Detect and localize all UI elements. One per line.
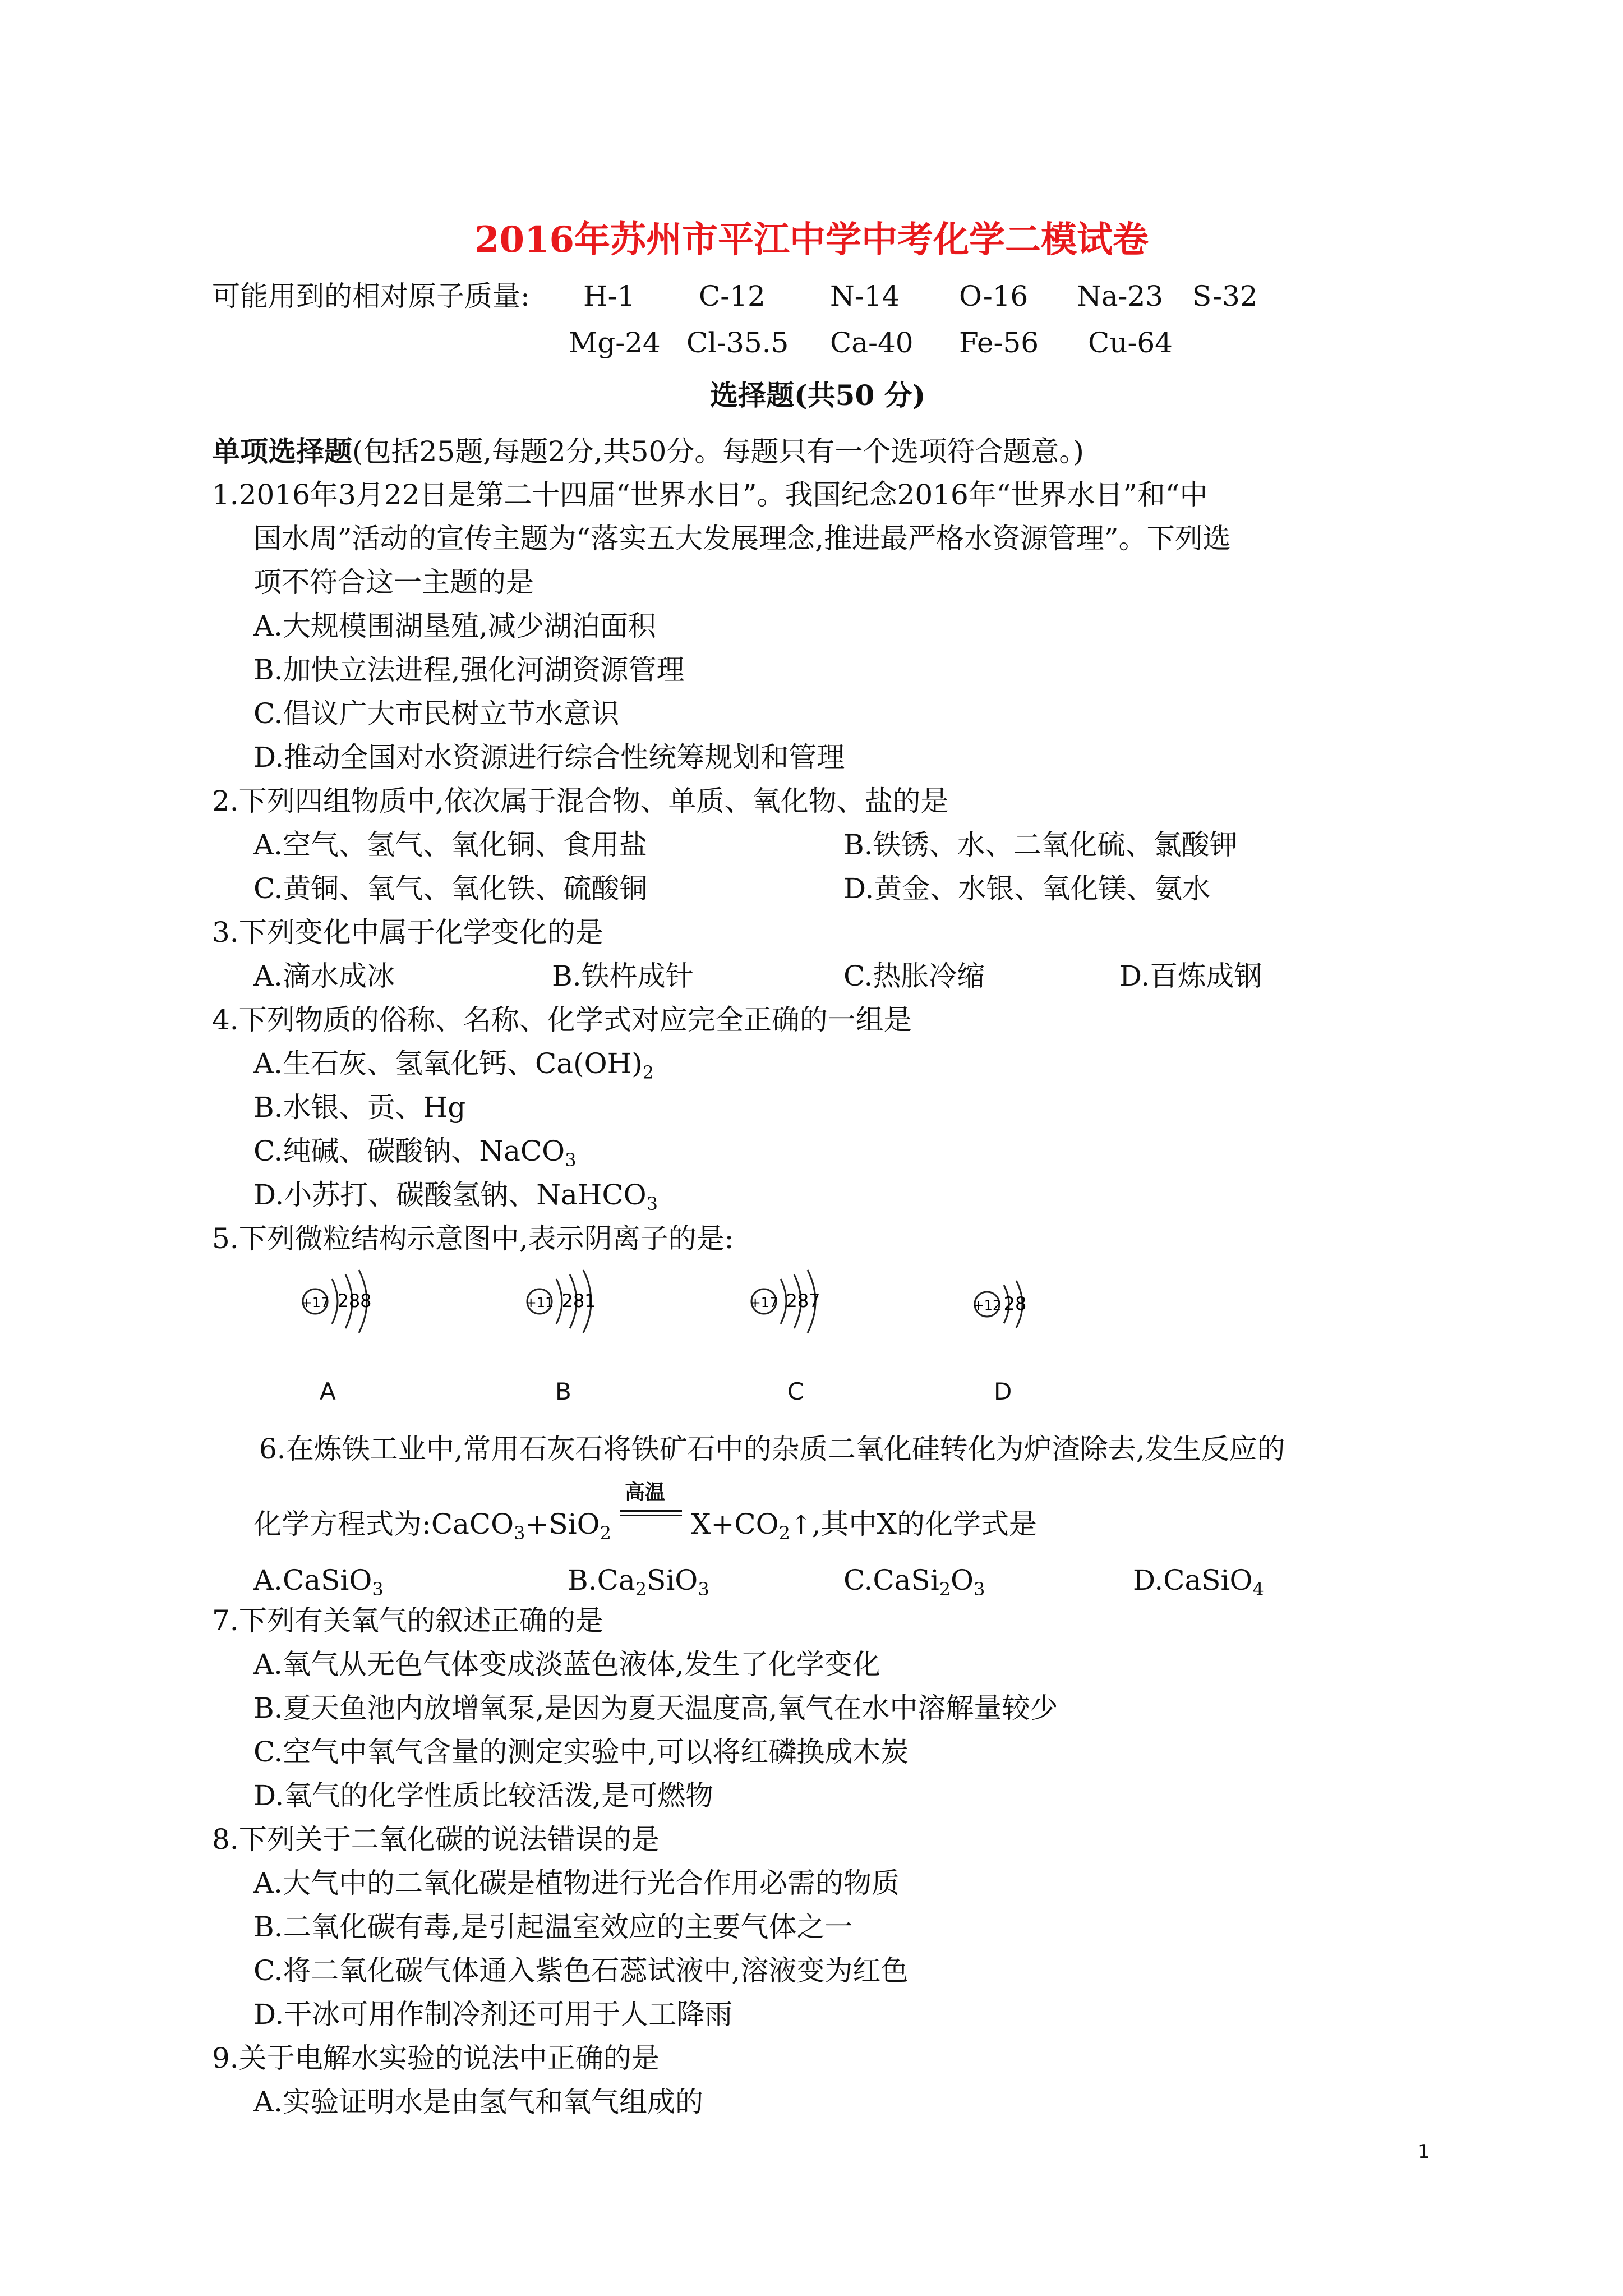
- q5-stem: 5.下列微粒结构示意图中,表示阴离子的是:: [212, 1222, 734, 1255]
- atom-diagram-c: [740, 1262, 841, 1341]
- q6-b-text2: SiO: [647, 1564, 698, 1596]
- q6-b-text: B.Ca: [568, 1564, 635, 1596]
- mass-h: H-1: [583, 280, 635, 312]
- q6-eq-sub3: 2: [778, 1522, 790, 1544]
- q4-stem: 4.下列物质的俗称、名称、化学式对应完全正确的一组是: [212, 1004, 912, 1036]
- section-type-label: 单项选择题: [212, 435, 352, 468]
- q2-option-d: D.黄金、水银、氧化镁、氨水: [843, 872, 1211, 905]
- gas-arrow-icon: ↑: [790, 1510, 812, 1540]
- mass-o: O-16: [959, 280, 1029, 312]
- section-type: [212, 435, 1084, 468]
- q6-option-b: [568, 1566, 709, 1598]
- q2-option-b: B.铁锈、水、二氧化硫、氯酸钾: [843, 829, 1238, 861]
- mass-mg: Mg-24: [569, 326, 661, 359]
- q2-option-a: A.空气、氢气、氧化铜、食用盐: [253, 829, 648, 861]
- q4-option-d: [253, 1181, 658, 1213]
- q6-option-a: [253, 1566, 384, 1598]
- q8-option-a: A.大气中的二氧化碳是植物进行光合作用必需的物质: [253, 1867, 900, 1899]
- q6-c-sub1: 2: [939, 1579, 951, 1600]
- q6-b-sub2: 3: [698, 1579, 709, 1600]
- q6-eq-tail: ,其中X的化学式是: [811, 1508, 1037, 1540]
- q6-eq-plus: +SiO: [525, 1508, 600, 1540]
- q6-eq-sub2: 2: [600, 1522, 612, 1544]
- atom-a-electrons: 288: [337, 1290, 372, 1312]
- q6-option-c: [843, 1566, 985, 1598]
- q6-equation: [253, 1480, 1037, 1544]
- q3-option-a: A.滴水成冰: [253, 960, 395, 992]
- q1-line3: 项不符合这一主题的是: [253, 566, 534, 599]
- atom-diagram-b: [516, 1262, 617, 1341]
- q7-option-b: B.夏天鱼池内放增氧泵,是因为夏天温度高,氧气在水中溶解量较少: [253, 1692, 1058, 1724]
- mass-ca: Ca-40: [830, 326, 914, 359]
- mass-cu: Cu-64: [1088, 326, 1173, 359]
- mass-cl: Cl-35.5: [686, 326, 789, 359]
- q4-c-text: C.纯碱、碳酸钠、NaCO: [253, 1135, 565, 1167]
- q6-eq-after: X+CO: [690, 1508, 779, 1540]
- q4-a-subscript: 2: [642, 1062, 654, 1083]
- mass-c: C-12: [699, 280, 766, 312]
- q6-d-sub: 4: [1252, 1579, 1264, 1600]
- q6-d-text: D.CaSiO: [1133, 1564, 1253, 1596]
- atom-b-electrons: 281: [561, 1290, 596, 1312]
- q8-option-b: B.二氧化碳有毒,是引起温室效应的主要气体之一: [253, 1911, 853, 1943]
- atom-b-nucleus: +11: [525, 1295, 554, 1310]
- q6-option-d: [1133, 1566, 1264, 1598]
- atom-label-a: A: [320, 1378, 336, 1405]
- atom-d-nucleus: +12: [972, 1297, 1002, 1313]
- q7-option-d: D.氧气的化学性质比较活泼,是可燃物: [253, 1779, 714, 1812]
- q2-option-c: C.黄铜、氧气、氧化铁、硫酸铜: [253, 872, 648, 905]
- atom-diagram-a: [292, 1262, 393, 1341]
- q6-condition: 高温: [624, 1480, 665, 1504]
- q3-option-d: D.百炼成钢: [1119, 960, 1262, 992]
- q8-stem: 8.下列关于二氧化碳的说法错误的是: [212, 1823, 660, 1856]
- q6-a-text: A.CaSiO: [253, 1564, 372, 1596]
- q6-c-text2: O: [951, 1564, 974, 1596]
- q6-condition-arrow: [620, 1480, 682, 1537]
- atom-label-d: D: [994, 1378, 1012, 1405]
- section-type-desc: (包括25题,每题2分,共50分。每题只有一个选项符合题意。): [352, 435, 1084, 468]
- atom-d-electrons: 28: [1003, 1293, 1027, 1314]
- q4-option-a: [253, 1047, 654, 1083]
- q4-option-b: B.水银、贡、Hg: [253, 1091, 466, 1124]
- q1-line2: 国水周”活动的宣传主题为“落实五大发展理念,推进最严格水资源管理”。下列选: [253, 522, 1231, 555]
- q7-option-a: A.氧气从无色气体变成淡蓝色液体,发生了化学变化: [253, 1648, 880, 1681]
- atom-c-electrons: 287: [786, 1290, 820, 1312]
- masses-label: 可能用到的相对原子质量:: [212, 280, 530, 312]
- q4-option-c: [253, 1137, 577, 1169]
- mass-na: Na-23: [1077, 280, 1164, 312]
- q6-a-sub: 3: [372, 1579, 384, 1600]
- q6-c-text: C.CaSi: [843, 1564, 939, 1596]
- page-number: 1: [1418, 2141, 1430, 2163]
- q6-line1: 6.在炼铁工业中,常用石灰石将铁矿石中的杂质二氧化硅转化为炉渣除去,发生反应的: [259, 1433, 1285, 1465]
- q1-option-b: B.加快立法进程,强化河湖资源管理: [253, 654, 685, 686]
- q4-d-subscript: 3: [646, 1193, 658, 1214]
- q8-option-d: D.干冰可用作制冷剂还可用于人工降雨: [253, 1998, 733, 2031]
- q3-option-c: C.热胀冷缩: [843, 960, 985, 992]
- q6-eq-sub1: 3: [514, 1522, 525, 1544]
- q9-stem: 9.关于电解水实验的说法中正确的是: [212, 2042, 660, 2074]
- q6-b-sub1: 2: [635, 1579, 647, 1600]
- mass-fe: Fe-56: [959, 326, 1039, 359]
- page-title: 2016年苏州市平江中学中考化学二模试卷: [474, 219, 1149, 261]
- q4-a-text: A.生石灰、氢氧化钙、Ca(OH): [253, 1047, 643, 1080]
- q7-option-c: C.空气中氧气含量的测定实验中,可以将红磷换成木炭: [253, 1736, 909, 1768]
- q6-c-sub2: 3: [974, 1579, 985, 1600]
- q1-option-c: C.倡议广大市民树立节水意识: [253, 697, 620, 730]
- q4-d-text: D.小苏打、碳酸氢钠、NaHCO: [253, 1179, 647, 1211]
- q2-stem: 2.下列四组物质中,依次属于混合物、单质、氧化物、盐的是: [212, 785, 949, 817]
- q1-option-d: D.推动全国对水资源进行综合性统筹规划和管理: [253, 741, 845, 774]
- q3-stem: 3.下列变化中属于化学变化的是: [212, 916, 603, 949]
- q3-option-b: B.铁杵成针: [552, 960, 694, 992]
- q7-stem: 7.下列有关氧气的叙述正确的是: [212, 1604, 603, 1637]
- q9-option-a: A.实验证明水是由氢气和氧气组成的: [253, 2086, 704, 2118]
- q1-option-a: A.大规模围湖垦殖,减少湖泊面积: [253, 610, 656, 642]
- atom-label-b: B: [555, 1378, 571, 1405]
- q8-option-c: C.将二氧化碳气体通入紫色石蕊试液中,溶液变为红色: [253, 1954, 909, 1987]
- atom-diagram-d: [965, 1271, 1049, 1338]
- q1-line1: 1.2016年3月22日是第二十四届“世界水日”。我国纪念2016年“世界水日”和“中: [212, 478, 1208, 511]
- atom-c-nucleus: +17: [749, 1295, 778, 1310]
- atom-label-c: C: [787, 1378, 804, 1405]
- q6-eq-prefix: 化学方程式为:CaCO: [253, 1508, 514, 1540]
- atom-a-nucleus: +17: [301, 1295, 330, 1310]
- q4-c-subscript: 3: [565, 1149, 577, 1171]
- section-heading: 选择题(共50 分): [710, 379, 926, 412]
- mass-s: S-32: [1192, 280, 1258, 312]
- mass-n: N-14: [830, 280, 900, 312]
